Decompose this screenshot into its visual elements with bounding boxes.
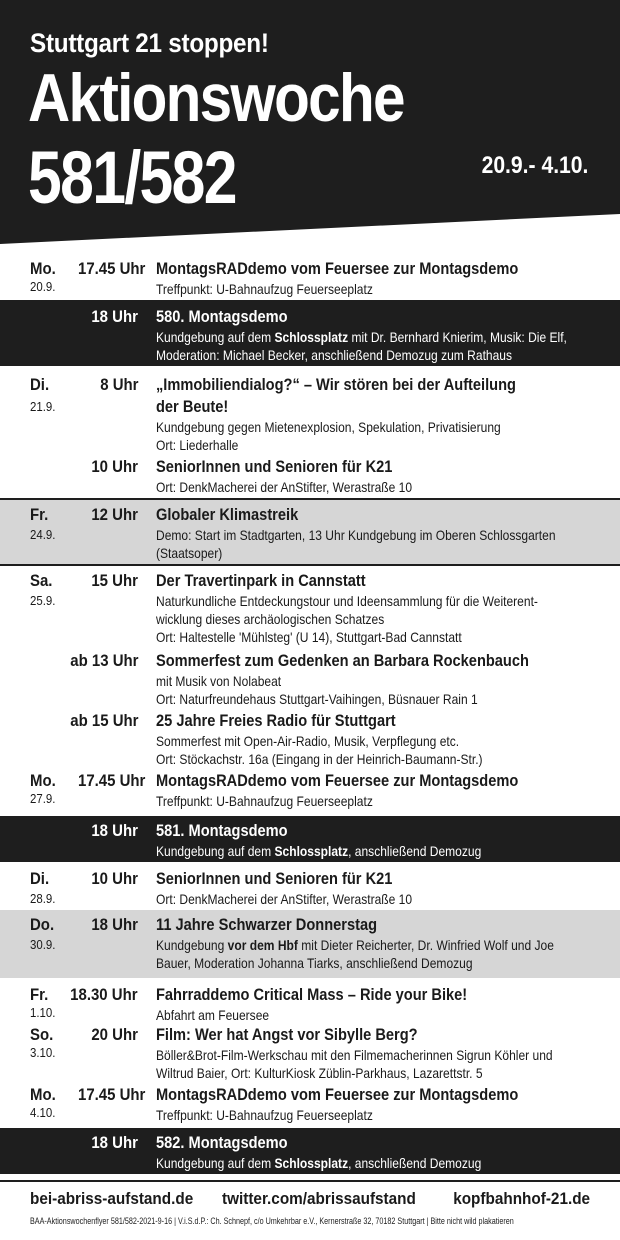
event-title: Der Travertinpark in Cannstatt bbox=[156, 571, 366, 590]
event-date: 27.9. bbox=[30, 791, 56, 806]
event-day: Fr. bbox=[30, 505, 49, 524]
event-date: 4.10. bbox=[30, 1105, 56, 1120]
website-link[interactable]: bei-abriss-aufstand.de bbox=[30, 1189, 194, 1208]
event-description bbox=[156, 328, 590, 364]
header-kicker: Stuttgart 21 stoppen! bbox=[30, 28, 269, 58]
desc-part: Kundgebung auf dem bbox=[156, 843, 275, 859]
event-time: 8 Uhr bbox=[99, 375, 138, 394]
event-time: ab 15 Uhr bbox=[69, 711, 138, 730]
event-title: Fahrraddemo Critical Mass – Ride your Bike! bbox=[156, 985, 468, 1004]
event-time: 18 Uhr bbox=[91, 307, 138, 326]
twitter-link[interactable]: twitter.com/abrissaufstand bbox=[222, 1189, 416, 1208]
event-title: MontagsRADdemo vom Feuersee zur Montagsdemo bbox=[156, 771, 519, 790]
event-description: Naturkundliche Entdeckungstour und Ideensammlung für die Weiterent- bbox=[156, 593, 538, 609]
event-time: 18 Uhr bbox=[91, 821, 138, 840]
event-day: Mo. bbox=[30, 1085, 56, 1104]
event-time: 17.45 Uhr bbox=[78, 771, 146, 790]
event-day: So. bbox=[30, 1025, 54, 1044]
event-description: Treffpunkt: U-Bahnaufzug Feuerseeplatz bbox=[156, 1107, 373, 1123]
desc-part: , anschließend Demozug bbox=[348, 1155, 482, 1171]
event-date: 3.10. bbox=[30, 1045, 56, 1060]
event-date: 24.9. bbox=[30, 527, 56, 542]
desc-part: Kundgebung bbox=[156, 937, 228, 953]
event-time: 20 Uhr bbox=[91, 1025, 138, 1044]
event-description: Ort: DenkMacherei der AnStifter, Werastraße 10 bbox=[156, 891, 413, 907]
event-time: 10 Uhr bbox=[91, 869, 138, 888]
event-description: Ort: Naturfreundehaus Stuttgart-Vaihingen, Büsnauer Rain 1 bbox=[156, 691, 478, 707]
event-day: Di. bbox=[30, 375, 50, 394]
event-time: 18 Uhr bbox=[91, 1133, 138, 1152]
header-number: 581/582 bbox=[28, 136, 236, 219]
event-description: Ort: Stöckachstr. 16a (Eingang in der Heinrich-Baumann-Str.) bbox=[156, 751, 483, 767]
event-description: Ort: DenkMacherei der AnStifter, Werastraße 10 bbox=[156, 479, 413, 495]
event-time: 12 Uhr bbox=[91, 505, 138, 524]
event-description: Demo: Start im Stadtgarten, 13 Uhr Kundgebung im Oberen Schlossgarten bbox=[156, 527, 556, 543]
event-day: Mo. bbox=[30, 771, 56, 790]
desc-part: mit Dieter Reicherter, Dr. Winfried Wolf und Joe Bauer, Moderation Johanna Tiarks, anschließend Demozug bbox=[156, 937, 554, 971]
desc-highlight: vor dem Hbf bbox=[227, 937, 298, 953]
header-title: Aktionswoche bbox=[28, 60, 404, 136]
event-time: 18.30 Uhr bbox=[70, 985, 138, 1004]
event-description: Abfahrt am Feuersee bbox=[156, 1007, 270, 1023]
event-day: Fr. bbox=[30, 985, 49, 1004]
event-title: 582. Montagsdemo bbox=[156, 1133, 288, 1152]
desc-highlight: Schlossplatz bbox=[274, 329, 349, 345]
event-title: 581. Montagsdemo bbox=[156, 821, 288, 840]
event-date: 25.9. bbox=[30, 593, 56, 608]
event-description: Treffpunkt: U-Bahnaufzug Feuerseeplatz bbox=[156, 793, 373, 809]
footer bbox=[0, 1180, 620, 1240]
event-description: Ort: Haltestelle 'Mühlsteg' (U 14), Stuttgart-Bad Cannstatt bbox=[156, 629, 462, 645]
desc-highlight: Schlossplatz bbox=[274, 843, 349, 859]
event-time: 15 Uhr bbox=[91, 571, 138, 590]
event-description: Treffpunkt: U-Bahnaufzug Feuerseeplatz bbox=[156, 281, 373, 297]
header-dates: 20.9.- 4.10. bbox=[481, 152, 588, 179]
kopfbahnhof-link[interactable]: kopfbahnhof-21.de bbox=[453, 1189, 590, 1208]
event-title: MontagsRADdemo vom Feuersee zur Montagsdemo bbox=[156, 1085, 519, 1104]
event-day: Sa. bbox=[30, 571, 53, 590]
event-description: Wiltrud Baier, Ort: KulturKiosk Züblin-Parkhaus, Lazarettstr. 5 bbox=[156, 1065, 483, 1081]
event-description bbox=[156, 936, 590, 972]
event-title: „Immobiliendialog?“ – Wir stören bei der Aufteilung bbox=[156, 375, 516, 394]
imprint: BAA-Aktionswochenflyer 581/582-2021-9-16 | V.i.S.d.P.: Ch. Schnepf, c/o Umkehrbar e.V., Kernerstraße 32, 70182 Stuttgart | Bitte nicht wild plakatieren bbox=[30, 1216, 514, 1226]
event-description: wicklung dieses archäologischen Schatzes bbox=[156, 611, 385, 627]
event-title: SeniorInnen und Senioren für K21 bbox=[156, 869, 393, 888]
event-description: mit Musik von Nolabeat bbox=[156, 673, 282, 689]
event-title: Sommerfest zum Gedenken an Barbara Rockenbauch bbox=[156, 651, 529, 670]
event-date: 20.9. bbox=[30, 279, 56, 294]
event-description: Böller&Brot-Film-Werkschau mit den Filmemacherinnen Sigrun Köhler und bbox=[156, 1047, 553, 1063]
desc-part: Kundgebung auf dem bbox=[156, 1155, 275, 1171]
event-day: Do. bbox=[30, 915, 55, 934]
event-description: Kundgebung gegen Mietenexplosion, Spekulation, Privatisierung bbox=[156, 419, 501, 435]
event-title-line2: der Beute! bbox=[156, 397, 229, 416]
block-saturday bbox=[0, 564, 620, 566]
event-description: (Staatsoper) bbox=[156, 545, 223, 561]
desc-part: , anschließend Demozug bbox=[348, 843, 482, 859]
program bbox=[0, 252, 620, 1180]
event-title: 25 Jahre Freies Radio für Stuttgart bbox=[156, 711, 396, 730]
desc-highlight: Schlossplatz bbox=[274, 1155, 349, 1171]
event-title: Film: Wer hat Angst vor Sibylle Berg? bbox=[156, 1025, 418, 1044]
event-time: 17.45 Uhr bbox=[78, 1085, 146, 1104]
event-title: SeniorInnen und Senioren für K21 bbox=[156, 457, 393, 476]
event-date: 21.9. bbox=[30, 399, 56, 414]
event-description: Ort: Liederhalle bbox=[156, 437, 239, 453]
event-time: 17.45 Uhr bbox=[78, 259, 146, 278]
event-date: 30.9. bbox=[30, 937, 56, 952]
event-day: Di. bbox=[30, 869, 50, 888]
event-description: Sommerfest mit Open-Air-Radio, Musik, Verpflegung etc. bbox=[156, 733, 460, 749]
event-date: 1.10. bbox=[30, 1005, 56, 1020]
event-day: Mo. bbox=[30, 259, 56, 278]
header bbox=[0, 0, 620, 252]
event-description bbox=[156, 842, 590, 860]
event-time: ab 13 Uhr bbox=[69, 651, 138, 670]
event-title: 11 Jahre Schwarzer Donnerstag bbox=[156, 915, 378, 934]
event-title: Globaler Klimastreik bbox=[156, 505, 299, 524]
event-description bbox=[156, 1154, 590, 1172]
event-time: 18 Uhr bbox=[91, 915, 138, 934]
event-title: MontagsRADdemo vom Feuersee zur Montagsdemo bbox=[156, 259, 519, 278]
desc-part: mit Dr. Bernhard Knierim, Musik: Die Elf, Moderation: Michael Becker, anschließend Demozug zum Rathaus bbox=[156, 329, 567, 363]
event-date: 28.9. bbox=[30, 891, 56, 906]
event-title: 580. Montagsdemo bbox=[156, 307, 288, 326]
desc-part: Kundgebung auf dem bbox=[156, 329, 275, 345]
event-time: 10 Uhr bbox=[91, 457, 138, 476]
